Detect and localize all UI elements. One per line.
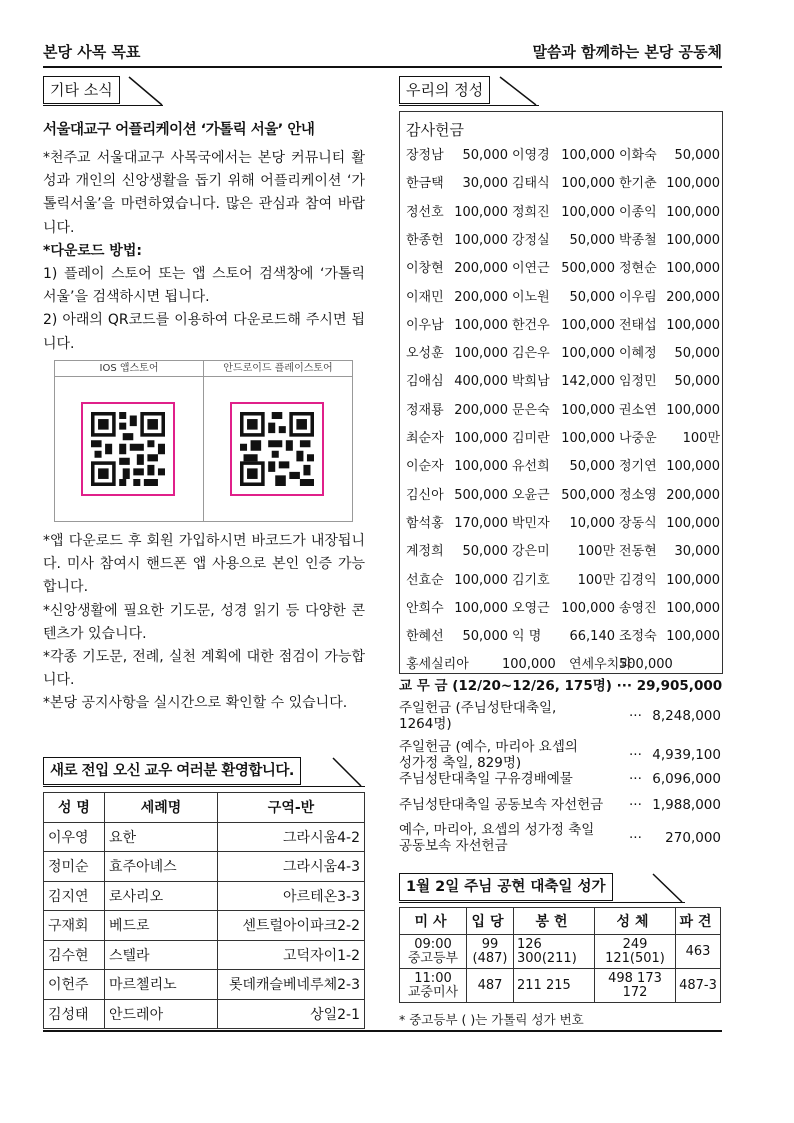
hymns-note: * 중고등부 ( )는 가톨릭 성가 번호	[399, 1012, 584, 1027]
donor-name: 강정실	[512, 232, 550, 248]
hymn-cell-communion-hymn: 249 121(501)	[595, 935, 676, 969]
donation-amount: 50,000	[674, 374, 720, 390]
news-paragraph-intro: *천주교 서울대교구 사목국에서는 본당 커뮤니티 활성과 개인의 신앙생활을 돕기 위해 어플리케이션 ‘가톨릭서울’을 마련하였습니다. 많은 관심과 참여 바랍니다.	[43, 150, 365, 236]
news-article	[43, 118, 365, 356]
tab-slant	[399, 873, 685, 903]
donor-name: 이화숙	[619, 148, 657, 163]
donation-amount: 100,000	[561, 204, 615, 220]
donation-amount: 50,000	[674, 346, 720, 362]
donation-row	[404, 397, 722, 425]
col-header-baptism: 세례명	[105, 793, 218, 823]
donor-name: 한종헌	[406, 232, 444, 248]
donation-row	[404, 425, 722, 453]
welcome-tab-label: 새로 전입 오신 교우 여러분 환영합니다.	[43, 757, 301, 785]
hymns-section-tab	[399, 873, 685, 903]
donor-name: 임정민	[619, 374, 657, 390]
welcome-table	[43, 792, 365, 1029]
news-section-tab	[43, 76, 163, 106]
donor-name: 박종철	[619, 232, 657, 248]
donation-amount: 100,000	[666, 459, 720, 475]
hymn-cell-entrance-hymn: 99 (487)	[467, 935, 514, 969]
donation-amount: 100,000	[454, 431, 508, 446]
donation-amount: 170,000	[454, 515, 508, 531]
welcome-table-row	[44, 852, 365, 882]
offering-amount: 8,248,000	[652, 708, 721, 724]
donor-name: 이영경	[512, 148, 550, 163]
qr-cell-ios	[55, 361, 204, 521]
welcome-table-row	[44, 970, 365, 1000]
donor-name: 정재룡	[406, 402, 444, 418]
welcome-cell-district: 고덕자이1-2	[218, 940, 365, 970]
donation-amount: 100만	[682, 431, 720, 446]
donor-name: 김미란	[512, 431, 550, 446]
donor-name: 정소영	[619, 487, 657, 503]
donor-name: 김기호	[512, 572, 550, 588]
qr-ios-label: IOS 앱스토어	[55, 361, 203, 377]
col-header-entrance: 입당	[467, 908, 514, 935]
hymn-cell-mass-time: 09:00 중고등부	[400, 935, 467, 969]
news-download-step-2: 2) 아래의 QR코드를 이용하여 다운로드해 주시면 됩니다.	[43, 312, 365, 352]
col-header-communion: 성체	[595, 908, 676, 935]
qr-android-frame[interactable]	[230, 402, 324, 496]
donation-amount: 50,000	[569, 232, 615, 248]
welcome-cell-baptism-name: 안드레아	[105, 999, 218, 1029]
donation-amount: 100,000	[666, 261, 720, 277]
donor-name: 강은미	[512, 544, 550, 560]
news-paragraph-prayers: *각종 기도문, 전례, 실천 계획에 대한 점검이 가능합니다.	[43, 649, 365, 689]
donor-name: 함석홍	[406, 515, 444, 531]
donation-amount: 100,000	[561, 431, 615, 446]
offering-dots: ···	[629, 830, 642, 846]
col-header-dismissal: 파견	[676, 908, 721, 935]
tab-slant	[43, 76, 163, 106]
donation-amount: 500,000	[454, 487, 508, 503]
donor-name: 한기춘	[619, 176, 657, 192]
donor-name: 김태식	[512, 176, 550, 192]
welcome-section-tab	[43, 757, 365, 787]
welcome-cell-district: 아르테온3-3	[218, 881, 365, 911]
donation-amount: 500,000	[561, 261, 615, 277]
hymn-cell-dismissal-hymn: 487-3	[676, 969, 721, 1003]
donation-amount: 100만	[577, 544, 615, 560]
donor-name: 정희진	[512, 204, 550, 220]
donation-row	[404, 368, 722, 396]
donor-name: 한건우	[512, 317, 550, 333]
donation-amount: 100,000	[454, 459, 508, 475]
donation-amount: 200,000	[454, 402, 508, 418]
donation-amount: 100,000	[666, 629, 720, 645]
donation-amount: 400,000	[454, 374, 508, 390]
welcome-cell-name: 김수현	[44, 940, 105, 970]
hymn-cell-entrance-hymn: 487	[467, 969, 514, 1003]
offering-label: 주님성탄대축일 공동보속 자선헌금	[399, 797, 604, 813]
welcome-cell-baptism-name: 요한	[105, 822, 218, 852]
donor-name: 한혜선	[406, 629, 444, 645]
news-paragraph-notices: *본당 공지사항을 실시간으로 확인할 수 있습니다.	[43, 695, 348, 712]
donor-name: 오영근	[512, 600, 550, 616]
donation-amount: 100,000	[561, 317, 615, 333]
donation-row	[404, 170, 722, 198]
welcome-cell-baptism-name: 마르첼리노	[105, 970, 218, 1000]
news-paragraph-contents: *신앙생활에 필요한 기도문, 성경 읽기 등 다양한 콘텐츠가 있습니다.	[43, 602, 365, 642]
donation-amount: 50,000	[462, 148, 508, 163]
donation-amount: 50,000	[674, 148, 720, 163]
welcome-cell-baptism-name: 스텔라	[105, 940, 218, 970]
donor-name: 연세우치과	[569, 657, 632, 673]
offering-amount: 1,988,000	[652, 797, 721, 813]
qr-code-box	[54, 360, 353, 522]
donor-name: 송영진	[619, 600, 657, 616]
donor-name: 정기연	[619, 459, 657, 475]
news-tab-label: 기타 소식	[43, 76, 120, 104]
donation-amount: 200,000	[666, 289, 720, 305]
welcome-cell-district: 그라시움4-2	[218, 822, 365, 852]
offering-dots: ···	[629, 771, 642, 787]
donation-amount: 100,000	[561, 176, 615, 192]
donor-name: 정현순	[619, 261, 657, 277]
qr-code-icon	[91, 412, 165, 486]
donation-amount: 100,000	[561, 402, 615, 418]
donation-amount: 100,000	[666, 176, 720, 192]
news-paragraph-barcode: *앱 다운로드 후 회원 가입하시면 바코드가 내장됩니다. 미사 참여시 핸드폰 앱 사용으로 본인 인증 가능합니다.	[43, 533, 365, 596]
welcome-table-row	[44, 822, 365, 852]
hymns-tab-label: 1월 2일 주님 공현 대축일 성가	[399, 873, 613, 901]
offering-dots: ···	[629, 708, 642, 724]
donor-name: 이창현	[406, 261, 444, 277]
donation-amount: 50,000	[569, 289, 615, 305]
donation-amount: 50,000	[462, 629, 508, 645]
header-rule	[43, 66, 722, 68]
header-community-motto: 말씀과 함께하는 본당 공동체	[532, 43, 722, 61]
donor-name: 박민자	[512, 515, 550, 531]
welcome-cell-name: 김지연	[44, 881, 105, 911]
donation-row	[404, 623, 722, 651]
col-header-name: 성 명	[44, 793, 105, 823]
donor-name: 이연근	[512, 261, 550, 277]
donor-name: 이혜정	[619, 346, 657, 362]
donation-row	[404, 312, 722, 340]
donation-amount: 10,000	[569, 515, 615, 531]
welcome-cell-name: 이우영	[44, 822, 105, 852]
donation-amount: 100,000	[666, 232, 720, 248]
welcome-cell-name: 정미순	[44, 852, 105, 882]
welcome-cell-district: 그라시움4-3	[218, 852, 365, 882]
welcome-cell-district: 센트럴아이파크2-2	[218, 911, 365, 941]
donor-name: 오윤근	[512, 487, 550, 503]
welcome-cell-name: 구재회	[44, 911, 105, 941]
offering-amount: 270,000	[665, 830, 721, 846]
donation-amount: 100,000	[666, 402, 720, 418]
donation-amount: 100,000	[454, 232, 508, 248]
footer-rule	[43, 1030, 722, 1032]
qr-android-label: 안드로이드 플레이스토어	[204, 361, 352, 377]
donation-amount: 500,000	[619, 657, 673, 673]
welcome-cell-baptism-name: 효주아녜스	[105, 852, 218, 882]
tab-slant	[399, 76, 539, 106]
welcome-table-row	[44, 911, 365, 941]
header-parish-goal: 본당 사목 목표	[43, 43, 141, 61]
welcome-cell-baptism-name: 베드로	[105, 911, 218, 941]
welcome-cell-name: 김성태	[44, 999, 105, 1029]
welcome-cell-district: 상일2-1	[218, 999, 365, 1029]
donation-amount: 100,000	[454, 204, 508, 220]
donor-name: 정선호	[406, 204, 444, 220]
offering-row	[399, 739, 721, 771]
welcome-cell-baptism-name: 로사리오	[105, 881, 218, 911]
offering-dots: ···	[629, 747, 642, 763]
offering-row	[399, 700, 721, 732]
donation-row	[404, 227, 722, 255]
hymns-table-row	[400, 969, 721, 1003]
donation-amount: 30,000	[674, 544, 720, 560]
donor-name: 장정남	[406, 148, 444, 163]
donation-amount: 100,000	[454, 572, 508, 588]
donor-name: 이노원	[512, 289, 550, 305]
donor-name: 선효순	[406, 572, 444, 588]
donor-name: 전동현	[619, 544, 657, 560]
donation-amount: 100,000	[666, 515, 720, 531]
offering-amount: 6,096,000	[652, 771, 721, 787]
donor-name: 이재민	[406, 289, 444, 305]
donation-amount: 100,000	[454, 317, 508, 333]
hymn-cell-communion-hymn: 498 173 172	[595, 969, 676, 1003]
qr-ios-frame[interactable]	[81, 402, 175, 496]
donation-amount: 100,000	[666, 572, 720, 588]
donation-list-box	[399, 111, 723, 674]
donation-amount: 200,000	[454, 289, 508, 305]
donation-amount: 142,000	[561, 374, 615, 390]
donation-row	[404, 482, 722, 510]
donation-amount: 100,000	[561, 346, 615, 362]
news-article-continued	[43, 530, 365, 716]
offering-amount: 4,939,100	[652, 747, 721, 763]
donor-name: 김신아	[406, 487, 444, 503]
offering-row	[399, 822, 721, 854]
donor-name: 홍세실리아	[406, 657, 469, 673]
donation-amount: 100,000	[666, 600, 720, 616]
donor-name: 장동식	[619, 515, 657, 531]
tab-slant	[43, 757, 365, 787]
hymns-table	[399, 907, 721, 1003]
donor-name: 유선희	[512, 459, 550, 475]
welcome-table-row	[44, 881, 365, 911]
donation-row	[404, 199, 722, 227]
offering-label: 주님성탄대축일 구유경배예물	[399, 771, 573, 787]
welcome-table-row	[44, 999, 365, 1029]
donation-amount: 100,000	[561, 600, 615, 616]
col-header-district: 구역-반	[218, 793, 365, 823]
donation-row	[404, 453, 722, 481]
donor-name: 이우림	[619, 289, 657, 305]
offering-label: 예수, 마리아, 요셉의 성가정 축일 공동보속 자선헌금	[399, 822, 595, 854]
donation-row	[404, 510, 722, 538]
hymns-table-row	[400, 935, 721, 969]
col-header-offertory: 봉헌	[514, 908, 595, 935]
donation-amount: 30,000	[462, 176, 508, 192]
donation-amount: 200,000	[454, 261, 508, 277]
donor-name: 익 명	[512, 629, 542, 645]
donation-amount: 200,000	[666, 487, 720, 503]
donation-amount: 66,140	[569, 629, 615, 645]
welcome-table-header	[44, 793, 365, 823]
donor-name: 박희남	[512, 374, 550, 390]
donor-name: 오성훈	[406, 346, 444, 362]
donation-amount: 100,000	[666, 204, 720, 220]
hymns-table-header	[400, 908, 721, 935]
donor-name: 문은숙	[512, 402, 550, 418]
donor-name: 조정숙	[619, 629, 657, 645]
donation-amount: 100만	[577, 572, 615, 588]
donation-amount: 100,000	[666, 317, 720, 333]
welcome-cell-district: 롯데캐슬베네루체2-3	[218, 970, 365, 1000]
donation-row	[404, 142, 722, 170]
donation-list-title: 감사헌금	[406, 121, 464, 139]
donation-amount: 50,000	[569, 459, 615, 475]
offering-label: 교 무 금 (12/20~12/26, 175명) ··· 29,905,000	[399, 678, 723, 694]
offering-label: 주일헌금 (예수, 마리아 요셉의 성가정 축일, 829명)	[399, 739, 578, 771]
donor-name: 전태섭	[619, 317, 657, 333]
donation-row	[404, 595, 722, 623]
donation-row	[404, 567, 722, 595]
welcome-table-row	[44, 940, 365, 970]
qr-code-icon	[240, 412, 314, 486]
donation-amount: 50,000	[462, 544, 508, 560]
donation-amount: 500,000	[561, 487, 615, 503]
donor-name: 나중운	[619, 431, 657, 446]
donation-row	[404, 284, 722, 312]
welcome-cell-name: 이헌주	[44, 970, 105, 1000]
news-download-step-1: 1) 플레이 스토어 또는 앱 스토어 검색창에 ‘가톨릭 서울’을 검색하시면 됩니다.	[43, 266, 365, 306]
news-download-heading: *다운로드 방법:	[43, 242, 142, 259]
hymn-cell-dismissal-hymn: 463	[676, 935, 721, 969]
donor-name: 김애심	[406, 374, 444, 390]
donation-amount: 100,000	[454, 346, 508, 362]
qr-cell-android	[204, 361, 352, 521]
offering-dots: ···	[629, 797, 642, 813]
donor-name: 이종익	[619, 204, 657, 220]
hymn-cell-offertory-hymn: 211 215	[514, 969, 595, 1003]
donation-tab-label: 우리의 정성	[399, 76, 490, 104]
offering-label: 주일헌금 (주님성탄대축일, 1264명)	[399, 700, 557, 732]
donor-name: 최순자	[406, 431, 444, 446]
donation-row-last	[404, 651, 722, 679]
hymn-cell-mass-time: 11:00 교중미사	[400, 969, 467, 1003]
donor-name: 계정희	[406, 544, 444, 560]
donation-row	[404, 255, 722, 283]
donation-amount: 100,000	[502, 657, 556, 673]
donation-amount: 100,000	[561, 148, 615, 163]
donation-row	[404, 538, 722, 566]
donor-name: 김은우	[512, 346, 550, 362]
donation-section-tab	[399, 76, 539, 106]
donor-name: 이우남	[406, 317, 444, 333]
col-header-mass: 미사	[400, 908, 467, 935]
donor-name: 안희수	[406, 600, 444, 616]
hymn-cell-offertory-hymn: 126 300(211)	[514, 935, 595, 969]
donor-name: 한금택	[406, 176, 444, 192]
donor-name: 권소연	[619, 402, 657, 418]
news-title: 서울대교구 어플리케이션 ‘가톨릭 서울’ 안내	[43, 122, 315, 138]
donation-amount: 100,000	[454, 600, 508, 616]
donor-name: 김경익	[619, 572, 657, 588]
donor-name: 이순자	[406, 459, 444, 475]
donation-row	[404, 340, 722, 368]
